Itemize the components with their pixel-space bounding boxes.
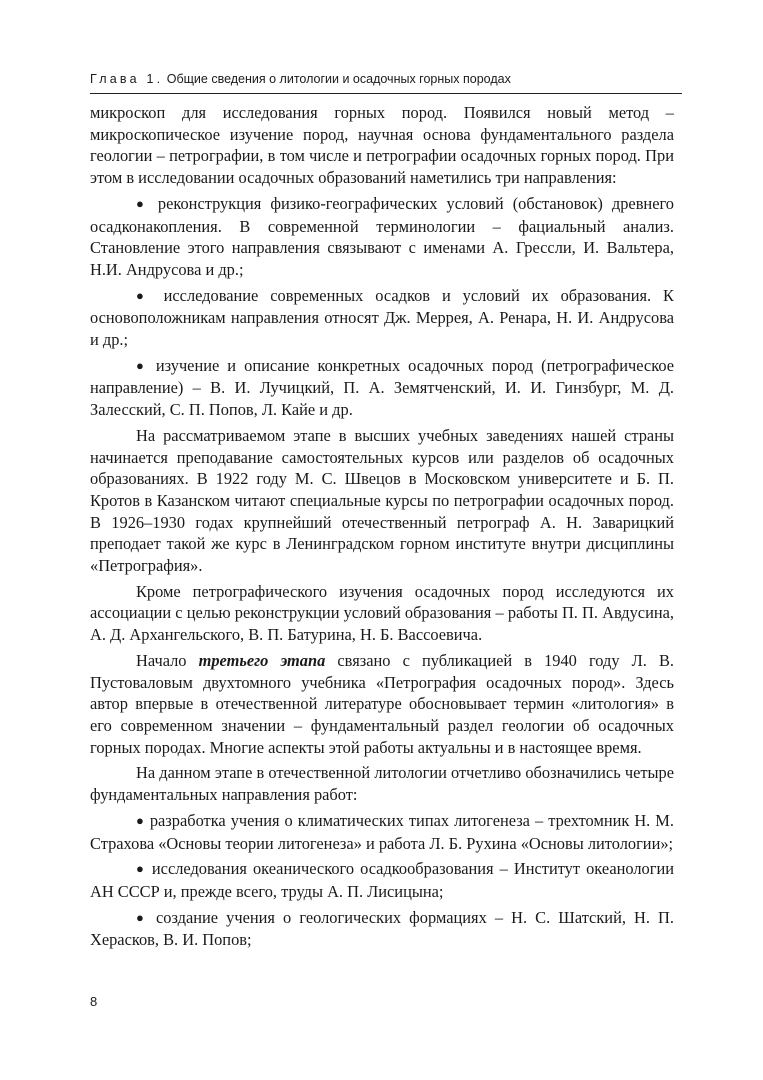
bullet-text: исследования океанического осадкообразования – Институт океанологии АН СССР и, прежде всего, труды А. П. Лисицына; [90,859,674,901]
paragraph: микроскоп для исследования горных пород. Появился новый метод – микроскопическое изучение пород, научная основа фундаментального раздела геологии – петрографии, в том числе и петрографии осадочных горных пород. При этом в исследовании осадочных образований наметились три направления: [90,103,674,188]
bullet-icon: ● [136,195,149,211]
bullet-item [90,355,674,421]
bullet-icon: ● [136,357,148,373]
bullet-text: исследование современных осадков и условий их образования. К основоположникам направления относят Дж. Меррея, А. Ренара, Н. И. Андрусова и др.; [90,285,674,350]
bullet-item [90,193,674,281]
bullet-icon: ● [136,812,145,828]
chapter-title: Общие сведения о литологии и осадочных горных породах [166,72,511,86]
bullet-icon: ● [136,909,148,925]
bullet-text: разработка учения о климатических типах литогенеза – трехтомник Н. М. Страхова «Основы теории литогенеза» и работа Л. Б. Рухина «Основы литологии»; [90,810,674,853]
paragraph: На рассматриваемом этапе в высших учебных заведениях нашей страны начинается преподавание самостоятельных курсов или разделов об осадочных образованиях. В 1922 году М. С. Швецов в Московском университете и Б. П. Кротов в Казанском читают специальные курсы по петрографии осадочных пород. В 1926–1930 годах крупнейший отечественный петрограф А. Н. Заварицкий преподает такой же курс в Ленинградском горном институте внутри дисциплины «Петрография». [90,425,674,576]
paragraph: На данном этапе в отечественной литологии отчетливо обозначились четыре фундаментальных направления работ: [90,763,674,805]
running-header [90,71,682,87]
paragraph: Кроме петрографического изучения осадочных пород исследуются их ассоциации с целью реконструкции условий образования – работы П. П. Авдусина, А. Д. Архангельского, В. П. Батурина, Н. Б. Вассоевича. [90,581,674,645]
emphasis-third-stage: третьего этапа [198,650,326,670]
bullet-text: создание учения о геологических формациях – Н. С. Шатский, Н. П. Херасков, В. И. Попов; [90,907,674,950]
bullet-icon: ● [136,861,146,877]
chapter-label: Глава 1. [90,72,164,86]
bullet-item [90,810,674,854]
page-number: 8 [90,994,98,1009]
bullet-icon: ● [136,287,152,303]
bullet-item [90,907,674,951]
bullet-item [90,285,674,351]
paragraph-start: Начало [136,650,199,670]
body-text [90,102,674,951]
bullet-text: изучение и описание конкретных осадочных пород (петрографическое направление) – В. И. Лучицкий, П. А. Земятченский, И. И. Гинзбург, М. Д. Залесский, С. П. Попов, Л. Кайе и др. [90,355,674,420]
header-rule [90,93,682,94]
bullet-item [90,858,674,902]
paragraph [90,650,674,759]
bullet-text: реконструкция физико-географических условий (обстановок) древнего осадконакопления. В современной терминологии – фациальный анализ. Становление этого направления связывают с именами А. Грессли, И. Вальтера, Н.И. Андрусова и др.; [90,193,674,279]
paragraph-rest: связано с публикацией в 1940 году Л. В. Пустоваловым двухтомного учебника «Петрография осадочных пород». Здесь автор впервые в отечественной литературе обосновывает термин «литология» в его современном значении – фундаментальный раздел геологии об осадочных горных породах. Многие аспекты этой работы актуальны и в настоящее время. [90,650,674,757]
